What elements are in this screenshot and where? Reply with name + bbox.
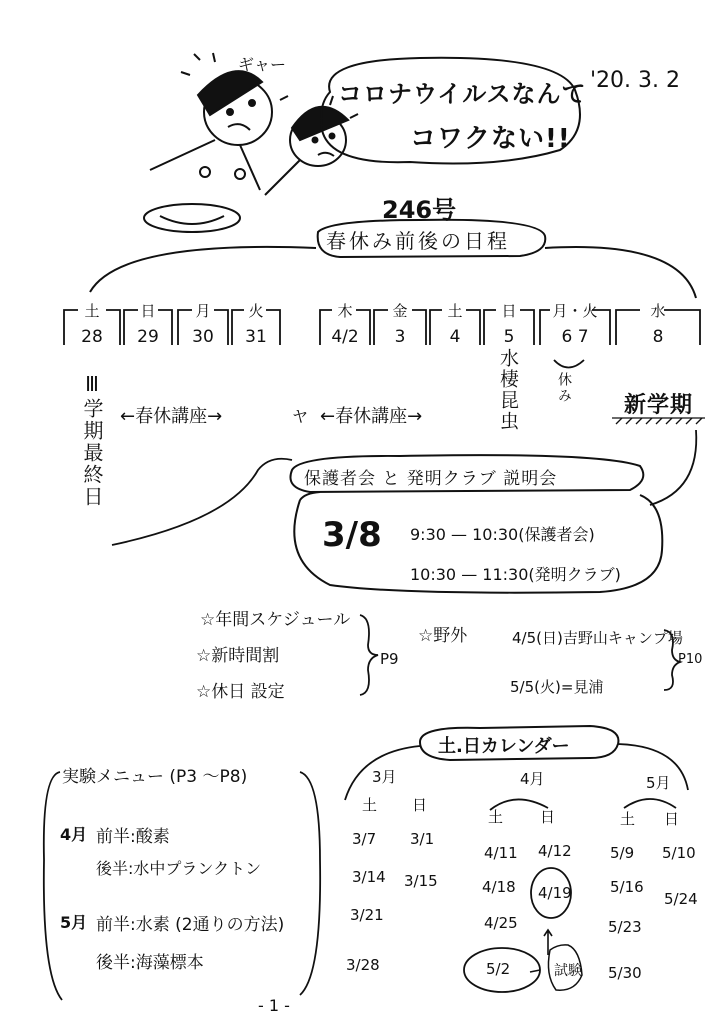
may-label: 5月 (60, 913, 88, 932)
outdoor-item-2: 5/5(火)=見浦 (510, 678, 604, 696)
note-annual-schedule: ☆年間スケジュール (200, 610, 351, 630)
cal-date: 4/12 (538, 842, 572, 860)
day-box: 月・火 6 7 (552, 302, 598, 347)
april-sun-header: 日 (540, 808, 556, 826)
page-number: - 1 - (258, 996, 290, 1015)
april-label: 4月 (60, 825, 88, 844)
march-label: 3月 (372, 768, 397, 786)
day-box: 木 4/2 (331, 302, 359, 347)
cartoon-sound: ギャー (238, 55, 287, 74)
note-holiday: ☆休日 設定 (196, 682, 285, 702)
april-sat-header: 土 (488, 808, 504, 826)
may-second-half: 後半:海藻標本 (96, 953, 204, 973)
april-second-half: 後半:水中プランクトン (96, 859, 262, 878)
ya-label: ヤ (292, 407, 309, 426)
cal-date: 4/25 (484, 914, 518, 932)
march-sun-header: 日 (412, 796, 428, 814)
subtitle: 春休み前後の日程 (326, 229, 510, 253)
note-outdoor: ☆野外 (418, 626, 468, 646)
day-box: 日 5 (501, 302, 517, 347)
day-box: 火 31 (245, 302, 267, 347)
cal-date: 3/15 (404, 872, 438, 890)
issue-date: '20. 3. 2 (590, 68, 681, 93)
cal-date: 5/16 (610, 878, 644, 896)
day-box: 月 30 (192, 302, 214, 347)
cal-date: 5/2 (486, 960, 511, 978)
may-first-half: 前半:水素 (2通りの方法) (96, 915, 285, 935)
cal-date: 4/19 (538, 884, 572, 902)
day-box: 土 4 (447, 302, 463, 347)
spring-course-label-2: ←春休講座→ (320, 406, 423, 427)
holiday-label: 休み (556, 372, 572, 404)
outdoor-item-1: 4/5(日)吉野山キャンプ場 (512, 629, 683, 647)
cal-date: 5/10 (662, 844, 696, 862)
exam-note: 試験 (554, 963, 582, 979)
cal-date: 3/7 (352, 830, 377, 848)
may-cal-label: 5月 (646, 774, 671, 792)
term-end-label: Ⅲ学期最終日 (80, 372, 104, 508)
april-first-half: 前半:酸素 (96, 827, 170, 847)
may-sat-header: 土 (620, 810, 636, 828)
april-cal-label: 4月 (520, 770, 545, 788)
meeting-time-2: 10:30 — 11:30(発明クラブ) (410, 565, 621, 584)
headline-line1: コロナウイルスなんて (338, 80, 587, 108)
page-ref-p10: P10 (678, 652, 703, 667)
new-term-label: 新学期 (624, 393, 694, 418)
meeting-time-1: 9:30 — 10:30(保護者会) (410, 525, 595, 544)
cal-date: 3/1 (410, 830, 435, 848)
cartoon-illustration (144, 53, 358, 232)
day-box: 日 29 (137, 302, 159, 347)
experiment-title: 実験メニュー (P3 〜P8) (62, 767, 248, 787)
cal-date: 5/30 (608, 964, 642, 982)
cal-date: 4/18 (482, 878, 516, 896)
may-sun-header: 日 (664, 810, 680, 828)
meeting-date: 3/8 (322, 515, 382, 555)
cal-date: 3/28 (346, 956, 380, 974)
cal-date: 5/23 (608, 918, 642, 936)
day-box: 土 28 (81, 302, 103, 347)
cal-date: 3/14 (352, 868, 386, 886)
spring-course-label: ←春休講座→ (120, 406, 223, 427)
day-box: 金 3 (392, 302, 408, 347)
calendar-title: 土.日カレンダー (438, 736, 570, 757)
aquatic-insect-label: 水棲昆虫 (497, 348, 519, 432)
meeting-title: 保護者会 と 発明クラブ 説明会 (304, 469, 558, 489)
cal-date: 5/24 (664, 890, 698, 908)
march-sat-header: 土 (362, 796, 378, 814)
cal-date: 5/9 (610, 844, 635, 862)
issue-number: 246号 (382, 196, 457, 224)
page-ref-p9: P9 (380, 650, 399, 668)
day-box: 水 8 (650, 302, 666, 347)
cal-date: 3/21 (350, 906, 384, 924)
cal-date: 4/11 (484, 844, 518, 862)
note-timetable: ☆新時間割 (196, 646, 280, 666)
headline-line2: コワクない!! (410, 124, 571, 154)
